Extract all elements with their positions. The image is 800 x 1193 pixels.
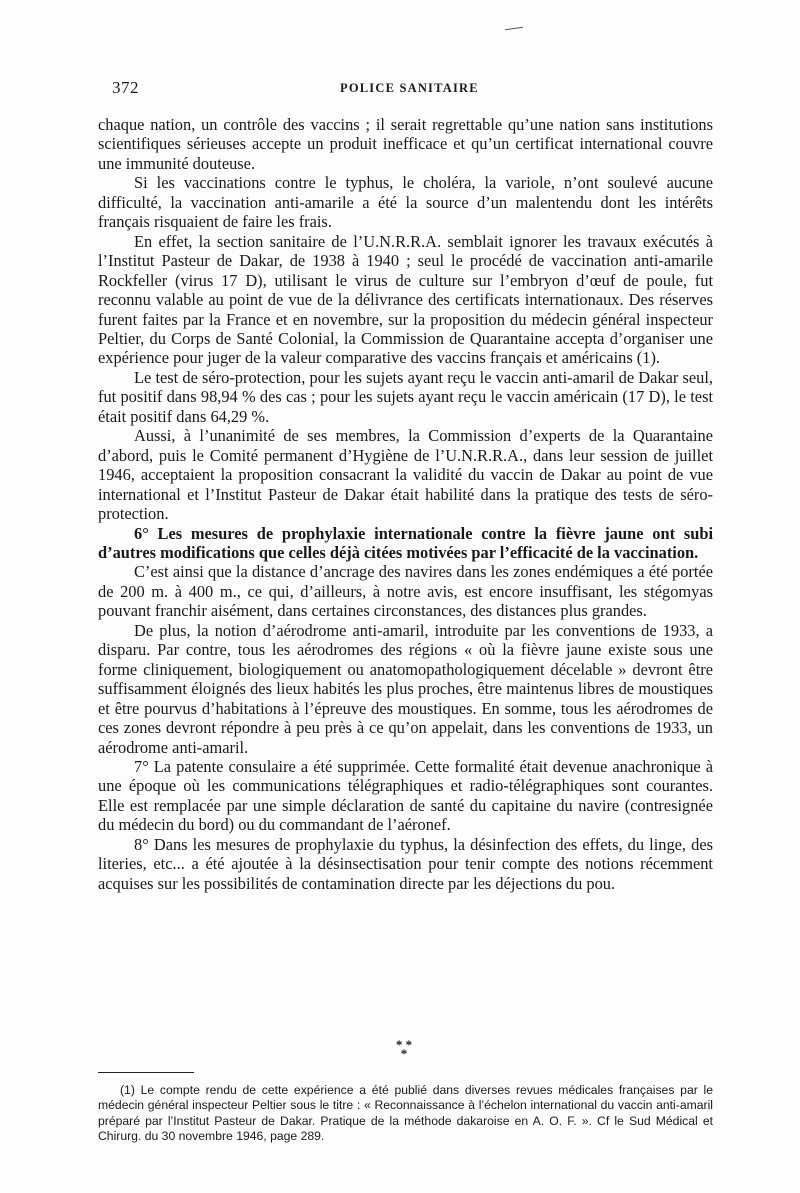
running-header bbox=[112, 78, 712, 100]
paragraph-anchorage-distance: C’est ainsi que la distance d’ancrage des navires dans les zones endémiques a été portée de 200 m. à 400 m., ce qui, d’ailleurs, à notre avis, est encore insuffisant, les stégomyas pouvant franchir aisément, dans certaines circonstances, des distances plus grandes. bbox=[98, 562, 713, 621]
paragraph-point-8: 8° Dans les mesures de prophylaxie du typhus, la désinfection des effets, du linge, des literies, etc... a été ajoutée à la désinsectisation pour tenir compte des notions récemment acquises sur les possibilités de contamination directe par les déjections du pou. bbox=[98, 834, 713, 893]
body-text bbox=[98, 115, 713, 893]
paragraph-point-7: 7° La patente consulaire a été supprimée. Cette formalité était devenue anachronique à une époque où les communications télégraphiques et radio-télégraphiques sont courantes. Elle est remplacée par une simple déclaration de santé du capitaine du navire (contresignée du médecin du bord) ou du commandant de l’aéronef. bbox=[98, 756, 713, 835]
paragraph-unrra-section: En effet, la section sanitaire de l’U.N.R.R.A. semblait ignorer les travaux exécutés à l’Institut Pasteur de Dakar, de 1938 à 1940 ; seul le procédé de vaccination anti-amarile Rockfeller (virus 17 D), utilisant le virus de culture sur l’embryon d’œuf de poule, fut reconnu valable au point de vue de la délivrance des certificats internationaux. Des réserves furent faites par la France et en novembre, sur la proposition du médecin général inspecteur Peltier, du Corps de Santé Colonial, la Commission de Quarantaine accepta d’organiser une expérience pour juger de la valeur comparative des vaccins français et américains (1). bbox=[98, 231, 713, 368]
paragraph-aerodromes: De plus, la notion d’aérodrome anti-amaril, introduite par les conventions de 1933, a disparu. Par contre, tous les aérodromes des régions « où la fièvre jaune existe sous une forme cliniquement, biologiquement ou anatomopathologiquement décelable » devront être suffisamment éloignés des lieux habités les plus proches, être maintenus libres de moustiques et être pourvus d’habitations à l’épreuve des moustiques. En somme, tous les aérodromes de ces zones devront répondre à peu près à ce qu’on appelait, dans les conventions de 1933, un aérodrome anti-amaril. bbox=[98, 620, 713, 757]
running-title: POLICE SANITAIRE bbox=[340, 81, 479, 95]
page-number: 372 bbox=[112, 78, 139, 97]
footnote: (1) Le compte rendu de cette expérience a été publié dans diverses revues médicales françaises par le médecin général inspecteur Peltier sous le titre : « Reconnaissance à l’échelon international du vaccin anti-amaril préparé par l’Institut Pasteur de Dakar. Pratique de la méthode dakaroise en A. O. F. ». Cf le Sud Médical et Chirurg. du 30 novembre 1946, page 289. bbox=[98, 1083, 713, 1143]
paragraph-continuation: chaque nation, un contrôle des vaccins ; il serait regrettable qu’une nation sans institutions scientifiques sérieuses accepte un produit inefficace et qu’un certificat international couvre une immunité douteuse. bbox=[98, 115, 713, 173]
paragraph-sero-protection-test: Le test de séro-protection, pour les sujets ayant reçu le vaccin anti-amaril de Dakar seul, fut positif dans 98,94 % des cas ; pour les sujets ayant reçu le vaccin américain (17 D), le test était positif dans 64,29 %. bbox=[98, 367, 713, 426]
paragraph-point-6: 6° Les mesures de prophylaxie internationale contre la fièvre jaune ont subi d’autres modifications que celles déjà citées motivées par l’efficacité de la vaccination. bbox=[98, 523, 713, 562]
section-separator: * * * bbox=[395, 1037, 413, 1061]
paragraph-vaccinations: Si les vaccinations contre le typhus, le choléra, la variole, n’ont soulevé aucune difficulté, la vaccination anti-amarile a été la source d’un malentendu dont les intérêts français risquaient de faire les frais. bbox=[98, 173, 713, 232]
pencil-mark bbox=[505, 27, 523, 30]
paragraph-commission-decision: Aussi, à l’unanimité de ses membres, la Commission d’experts de la Quarantaine d’abord, puis le Comité permanent d’Hygiène de l’U.N.R.R.A., dans leur session de juillet 1946, acceptaient la proposition consacrant la validité du vaccin de Dakar au point de vue international et l’Institut Pasteur de Dakar était habilité dans la pratique des tests de séro-protection. bbox=[98, 426, 713, 524]
footnote-divider bbox=[98, 1072, 194, 1073]
